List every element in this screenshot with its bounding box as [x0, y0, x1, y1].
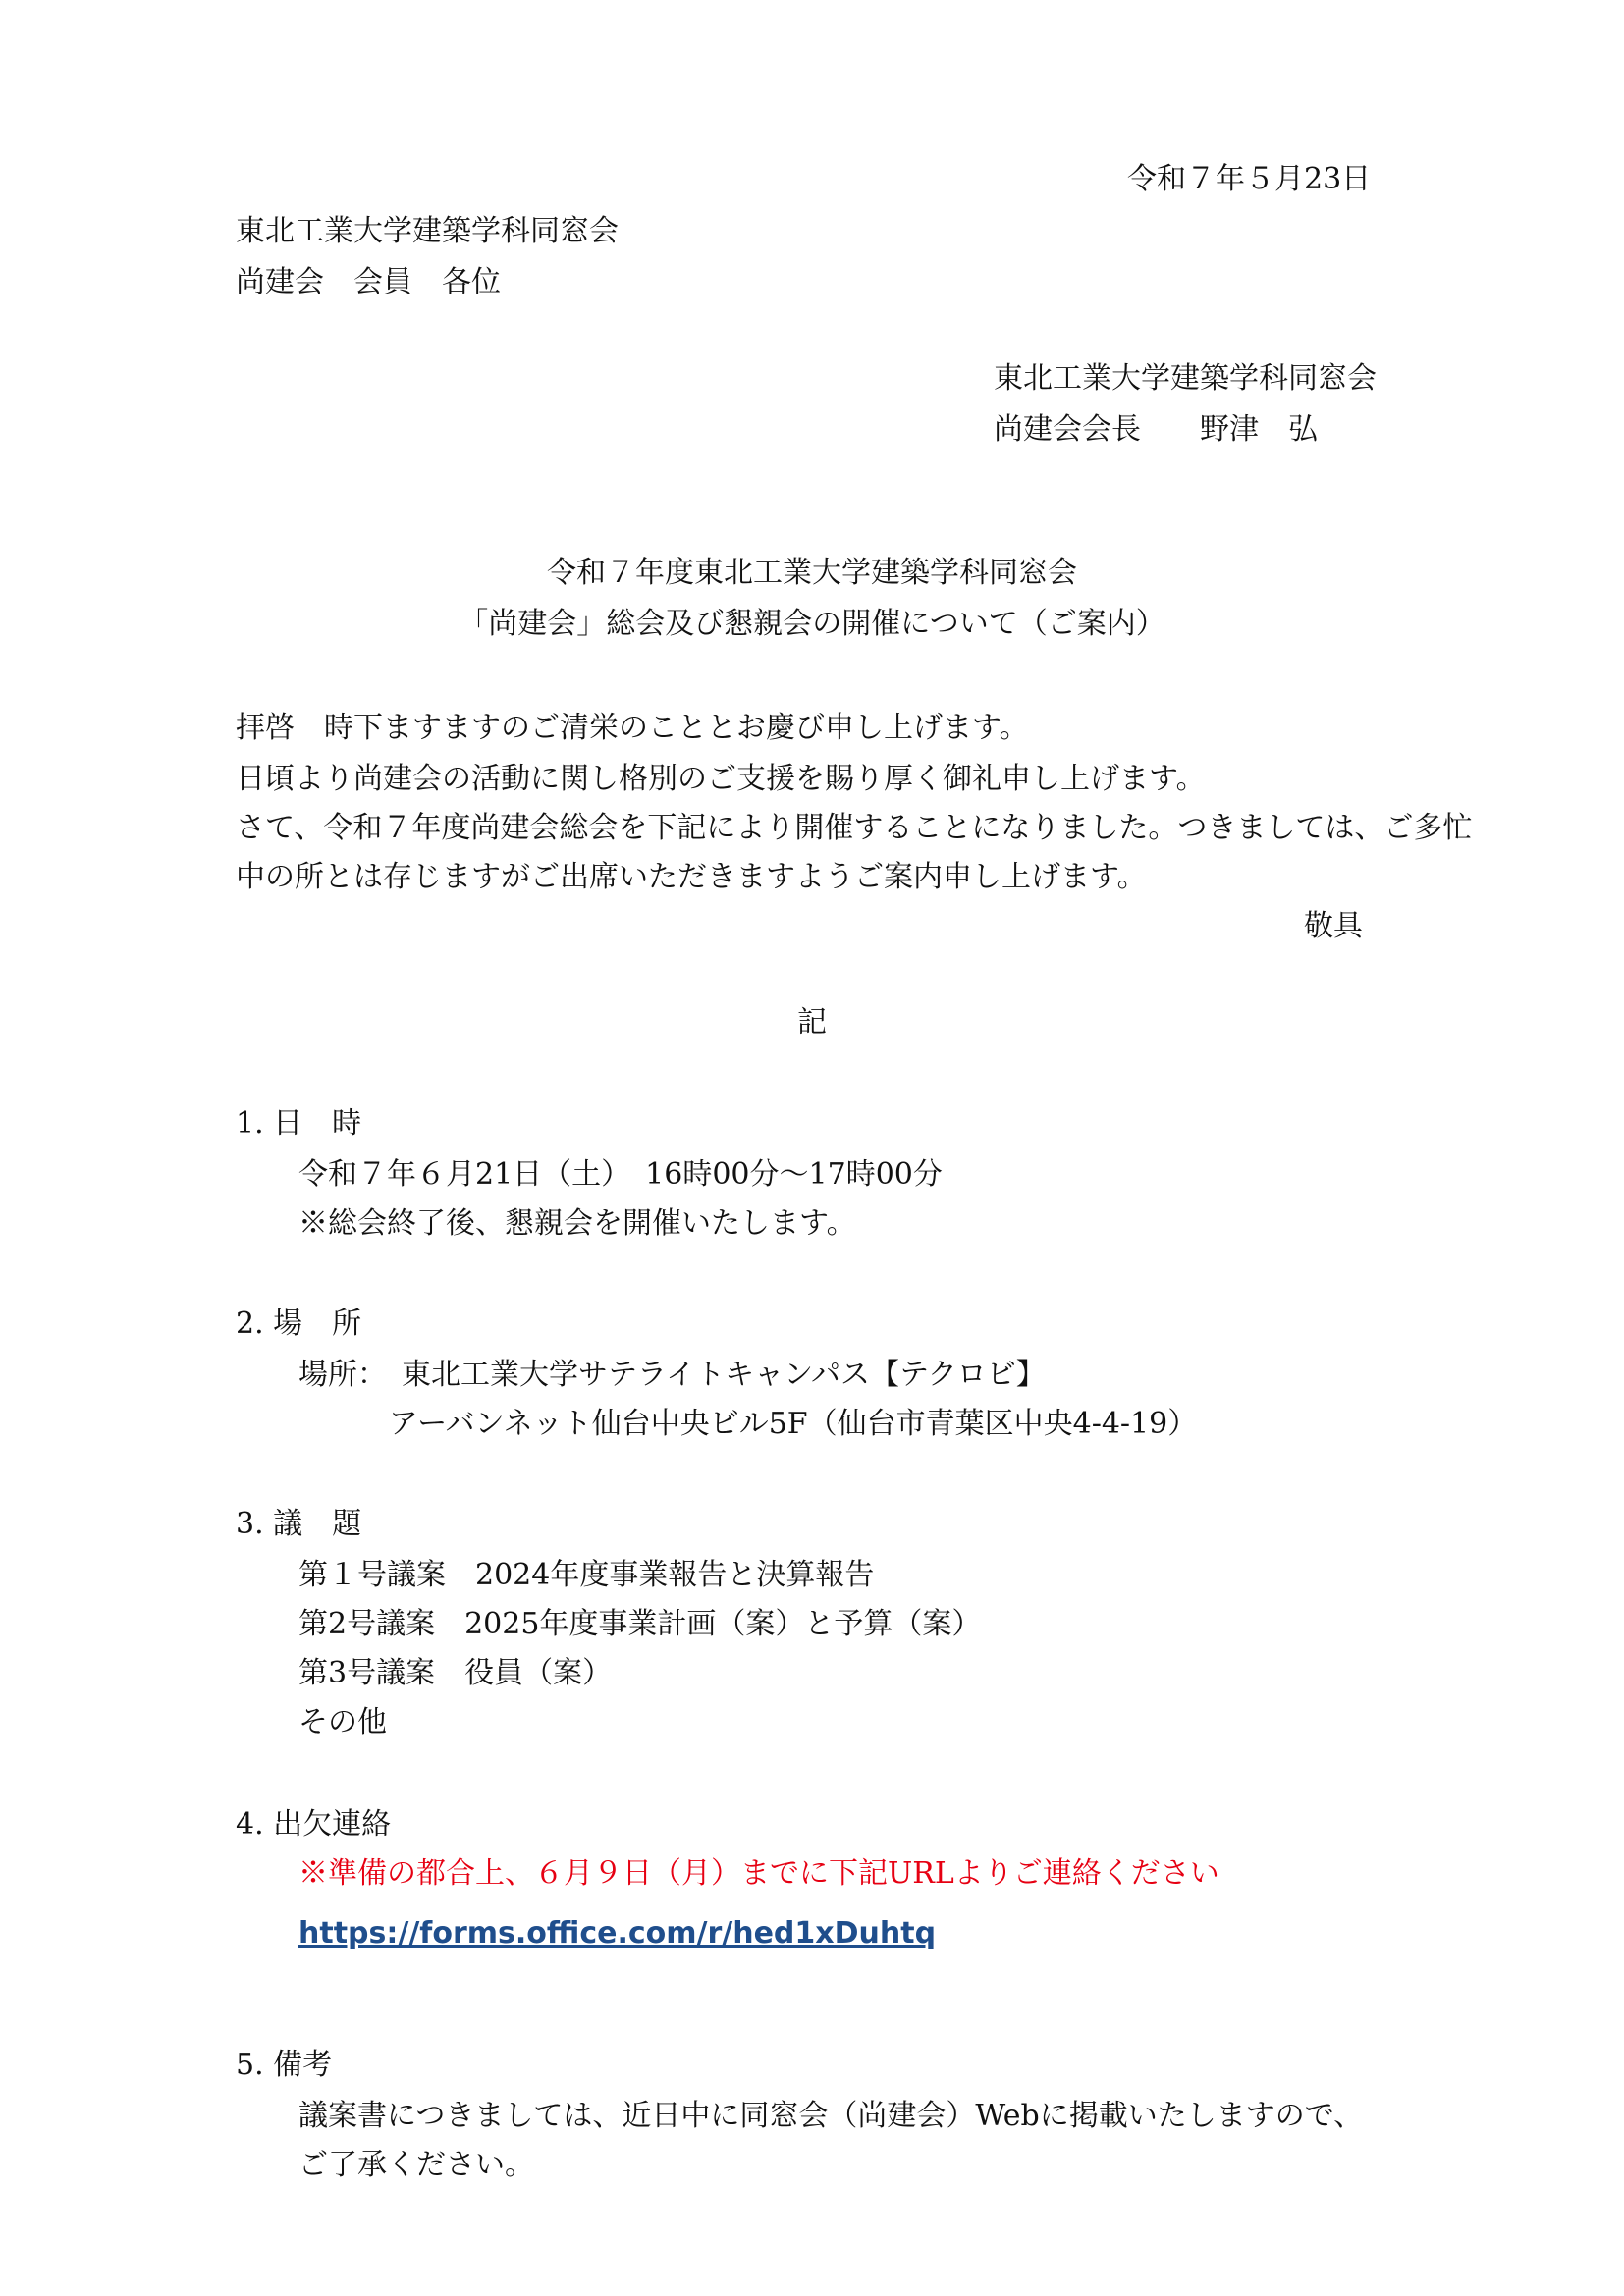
section-agenda-heading: 3. 議 題 — [236, 1507, 362, 1541]
sender-name: 尚建会会長 野津 弘 — [994, 412, 1318, 447]
document-title-line2: 「尚建会」総会及び懇親会の開催について（ご案内） — [459, 607, 1165, 641]
section-attendance-heading: 4. 出欠連絡 — [236, 1807, 392, 1842]
section-remarks-line2: ご了承ください。 — [298, 2148, 534, 2182]
document-date: 令和７年５月23日 — [1127, 162, 1372, 196]
agenda-item: 第１号議案 2024年度事業報告と決算報告 — [298, 1558, 875, 1592]
recipient-org: 東北工業大学建築学科同窓会 — [236, 214, 619, 248]
agenda-item: 第2号議案 2025年度事業計画（案）と予算（案） — [298, 1607, 982, 1641]
agenda-item: その他 — [298, 1705, 387, 1739]
section-datetime-line2: ※総会終了後、懇親会を開催いたします。 — [298, 1206, 856, 1241]
section-datetime-line1: 令和７年６月21日（土） 16時00分～17時00分 — [298, 1157, 943, 1192]
body-paragraph-1: 拝啓 時下ますますのご清栄のこととお慶び申し上げます。 — [236, 711, 1029, 745]
document-title-line1: 令和７年度東北工業大学建築学科同窓会 — [547, 556, 1077, 590]
section-place-heading: 2. 場 所 — [236, 1307, 362, 1341]
section-remarks-heading: 5. 備考 — [236, 2048, 333, 2082]
body-paragraph-2: 日頃より尚建会の活動に関し格別のご支援を賜り厚く御礼申し上げます。 — [236, 762, 1206, 796]
attendance-form-link[interactable]: https://forms.office.com/r/hed1xDuhtq — [298, 1916, 937, 1950]
attendance-deadline-notice: ※準備の都合上、６月９日（月）までに下記URLよりご連絡ください — [298, 1856, 1219, 1891]
recipient-line: 尚建会 会員 各位 — [236, 265, 501, 299]
body-paragraph-3a: さて、令和７年度尚建会総会を下記により開催することになりました。つきましては、ご多忙 — [236, 811, 1473, 845]
section-place-line1: 場所： 東北工業大学サテライトキャンパス【テクロビ】 — [298, 1358, 1046, 1392]
agenda-item: 第3号議案 役員（案） — [298, 1656, 613, 1690]
section-remarks-line1: 議案書につきましては、近日中に同窓会（尚建会）Webに掲載いたしますので、 — [298, 2099, 1364, 2133]
sender-org: 東北工業大学建築学科同窓会 — [994, 361, 1377, 396]
section-place-line2: アーバンネット仙台中央ビル5F（仙台市青葉区中央4-4-19） — [389, 1407, 1198, 1441]
body-paragraph-3b: 中の所とは存じますがご出席いただきますようご案内申し上げます。 — [236, 860, 1147, 894]
ki-heading: 記 — [797, 1005, 827, 1040]
closing-keigu: 敬具 — [1304, 909, 1363, 943]
section-datetime-heading: 1. 日 時 — [236, 1106, 362, 1141]
